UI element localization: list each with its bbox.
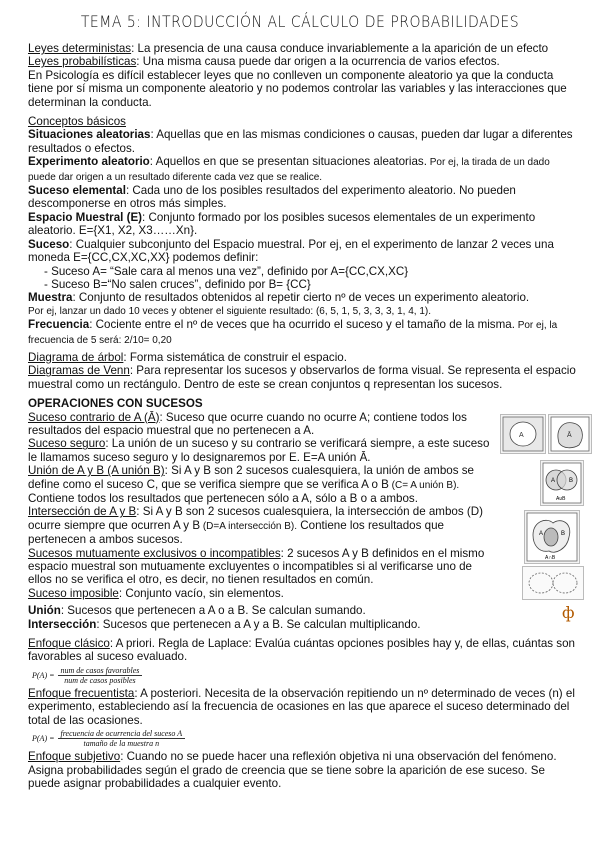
set-b-label: B xyxy=(561,531,566,537)
term: Espacio Muestral (E) xyxy=(28,210,143,224)
text: : La unión de un suceso y su contrario se verificará siempre, a este suceso le llamamos suceso seguro y lo designaremos por E. E=A unión Ā. xyxy=(28,437,490,464)
term: Sucesos mutuamente exclusivos o incompatibles xyxy=(28,546,281,560)
page-title: TEMA 5: INTRODUCCIÓN AL CÁLCULO DE PROBABILIDADES xyxy=(80,12,520,32)
term: Suceso imposible xyxy=(28,586,119,600)
text: : A priori. Regla de Laplace: Evalúa cuántas opciones posibles hay y, de ellas, cuántas son favorables al suceso evaluado. xyxy=(28,637,575,664)
term: Experimento aleatorio xyxy=(28,155,150,169)
venn-diagrams xyxy=(28,364,576,391)
term: Suceso xyxy=(28,237,70,251)
union-label: AυB xyxy=(556,496,566,502)
term: Enfoque frecuentista xyxy=(28,686,135,700)
set-a-label: A xyxy=(539,531,544,537)
set-b-shape xyxy=(553,573,577,593)
content xyxy=(28,42,576,790)
text: : La presencia de una causa conduce invariablemente a la aparición de un efecto xyxy=(131,42,549,55)
exclusive-events xyxy=(28,547,496,587)
complement-label: Ā xyxy=(567,432,572,439)
text: : Sucesos que pertenecen a A y a B. Se calculan multiplicando. xyxy=(96,617,421,631)
text: : 2 sucesos A y B definidos en el mismo espacio muestral son mutuamente excluyentes o incompatibles si al verificarse uno de ellos no se verifica el otro, es decir, no tienen resultados en común. xyxy=(28,546,485,587)
complement-venn-figure xyxy=(500,414,546,454)
text: : Para representar los sucesos y observarlos de forma visual. Se representa el espacio muestral como un rectángulo. Dentro de este se crean conjuntos q representan los sucesos. xyxy=(28,364,576,391)
formula-lhs: P(A) = xyxy=(32,734,55,744)
numerator: frecuencia de ocurrencia del suceso A xyxy=(58,729,186,739)
text: : Una misma causa puede dar origen a la ocurrencia de varios efectos. xyxy=(136,55,500,69)
text: Contiene los resultados que pertenecen a ambos sucesos. xyxy=(28,518,444,547)
union-rule xyxy=(28,603,576,622)
event xyxy=(28,238,576,265)
elementary-event xyxy=(28,184,576,211)
note: (D=A intersección B). xyxy=(200,520,298,532)
denominator: num de casos posibles xyxy=(64,675,136,685)
term: Suceso contrario de A (Ā) xyxy=(28,410,160,424)
intersection-venn-figure xyxy=(524,510,580,564)
term: Leyes probabilísticas xyxy=(28,55,137,69)
laplace-formula xyxy=(32,666,576,685)
tree-diagram xyxy=(28,351,576,364)
set-a-shape xyxy=(529,573,553,593)
event-a: - Suceso A= “Sale cara al menos una vez”, definido por A={CC,CX,XC} xyxy=(44,264,409,278)
text: : Conjunto formado por los posibles sucesos elementales de un experimento aleatorio. E={X1, X2, X3……Xn}. xyxy=(28,210,536,238)
intersection-label: A∩B xyxy=(545,555,556,561)
note: (C= A unión B). xyxy=(388,479,460,491)
term: Intersección de A y B xyxy=(28,505,137,519)
term: Leyes deterministas xyxy=(28,42,132,55)
basics-heading: Conceptos básicos xyxy=(28,115,126,129)
subjective-approach xyxy=(28,750,576,790)
sample xyxy=(28,291,576,304)
frequency xyxy=(28,318,576,347)
term: Unión xyxy=(28,604,61,618)
union-definition xyxy=(28,464,496,505)
text: : Cuando no se puede hacer una reflexión objetiva ni una observación del fenómeno. Asigna probabilidades según el grado de creencia que se tiene sobre la aparición de ese suceso. Se puede asignar probabilidades a cualquier evento. xyxy=(28,750,557,790)
intro-paragraph: En Psicología es difícil establecer leyes que no conlleven un componente aleatorio ya que la conducta tiene por sí misma un componente aleatorio y no podemos controlar las variables y las interacciones que determinan la conducta. xyxy=(28,68,567,109)
classical-approach xyxy=(28,637,576,664)
text: : Cada uno de los posibles resultados del experimento aleatorio. No pueden descomponerse en otros más simples. xyxy=(28,184,516,211)
set-b-circle xyxy=(557,470,577,490)
sample-space xyxy=(28,211,576,238)
probabilistic-laws xyxy=(28,55,576,68)
intersection-rule xyxy=(28,618,576,631)
term: Suceso elemental xyxy=(28,184,126,198)
text: : Si A y B son 2 sucesos cualesquiera, la intersección de ambos (D) ocurre siempre que ocurren A y B xyxy=(28,505,483,532)
example: Por ej, la tirada de un dado puede dar origen a un resultado diferente cada vez que se realice. xyxy=(28,157,550,183)
fraction xyxy=(58,729,186,748)
text: Contiene todos los resultados que pertenecen sólo a A, sólo a B o a ambos. xyxy=(28,492,418,505)
text: : Forma sistemática de construir el espacio. xyxy=(123,350,347,364)
text: : Sucesos que pertenecen a A o a B. Se calculan sumando. xyxy=(60,604,366,618)
random-experiment xyxy=(28,155,576,184)
text: : Si A y B son 2 sucesos cualesquiera, la unión de ambos se define como el suceso C, que se verifica siempre que se verifica A o B xyxy=(28,464,474,491)
text: : Cociente entre el nº de veces que ha ocurrido el suceso y el tamaño de la misma. xyxy=(89,318,515,332)
event-b: - Suceso B=“No salen cruces”, definido por B= {CC} xyxy=(44,277,311,291)
term: Unión de A y B (A unión B) xyxy=(28,464,165,478)
term: Diagrama de árbol xyxy=(28,350,124,364)
intersection-definition xyxy=(28,505,496,546)
intersection-region xyxy=(544,528,558,546)
text: : Conjunto vacío, sin elementos. xyxy=(118,586,284,600)
text: : Conjunto de resultados obtenidos al repetir cierto nº de veces un experimento aleatorio. xyxy=(72,291,530,305)
text: : Suceso que ocurre cuando no ocurre A; contiene todos los resultados del espacio muestral que no pertenecen a A. xyxy=(28,410,467,437)
term: Situaciones aleatorias xyxy=(28,128,151,142)
union-venn-figure xyxy=(540,460,584,506)
denominator: tamaño de la muestra n xyxy=(83,739,160,749)
term: Muestra xyxy=(28,291,73,305)
numerator: num de casos favorables xyxy=(58,666,143,676)
operations-section xyxy=(28,397,496,600)
sample-example: Por ej, lanzar un dado 10 veces y obtener el siguiente resultado: (6, 5, 1, 5, 3, 3, 3, 1, 4, 1). xyxy=(28,305,432,317)
term: Diagramas de Venn xyxy=(28,364,130,378)
certain-event xyxy=(28,437,496,464)
impossible-event xyxy=(28,587,496,600)
term: Enfoque clásico xyxy=(28,637,110,651)
term: Intersección xyxy=(28,617,97,631)
set-a-label: A xyxy=(519,432,524,439)
certain-event-figure xyxy=(548,414,592,454)
term: Suceso seguro xyxy=(28,437,106,451)
fraction xyxy=(58,666,143,685)
complement-event xyxy=(28,411,496,438)
example: Por ej, la frecuencia de 5 será: 2/10= 0,20 xyxy=(28,320,558,346)
set-b-label: B xyxy=(569,478,574,484)
term: Frecuencia xyxy=(28,318,90,332)
empty-set-symbol: ф xyxy=(562,603,575,622)
term: Enfoque subjetivo xyxy=(28,750,121,764)
frequency-formula xyxy=(32,729,576,748)
formula-lhs: P(A) = xyxy=(32,670,55,680)
deterministic-laws xyxy=(28,42,576,55)
random-situations xyxy=(28,128,576,155)
text: : A posteriori. Necesita de la observación repitiendo un nº determinado de veces (n) el experimento, estableciendo así la frecuencia de ocasiones en las que aparece el suceso determinado del total de las ocasiones. xyxy=(28,686,575,727)
text: : Aquellas que en las mismas condiciones o causas, pueden dar lugar a diferentes resultados o efectos. xyxy=(28,128,573,155)
frequentist-approach xyxy=(28,687,576,727)
exclusive-events-figure xyxy=(522,566,584,600)
set-a-label: A xyxy=(551,478,556,484)
text: : Cualquier subconjunto del Espacio muestral. Por ej, en el experimento de lanzar 2 veces una moneda E={CC,CX,XC,XX} podemos definir: xyxy=(28,237,554,265)
operations-heading: OPERACIONES CON SUCESOS xyxy=(28,397,203,411)
text: : Aquellos en que se presentan situaciones aleatorias. xyxy=(149,155,427,169)
